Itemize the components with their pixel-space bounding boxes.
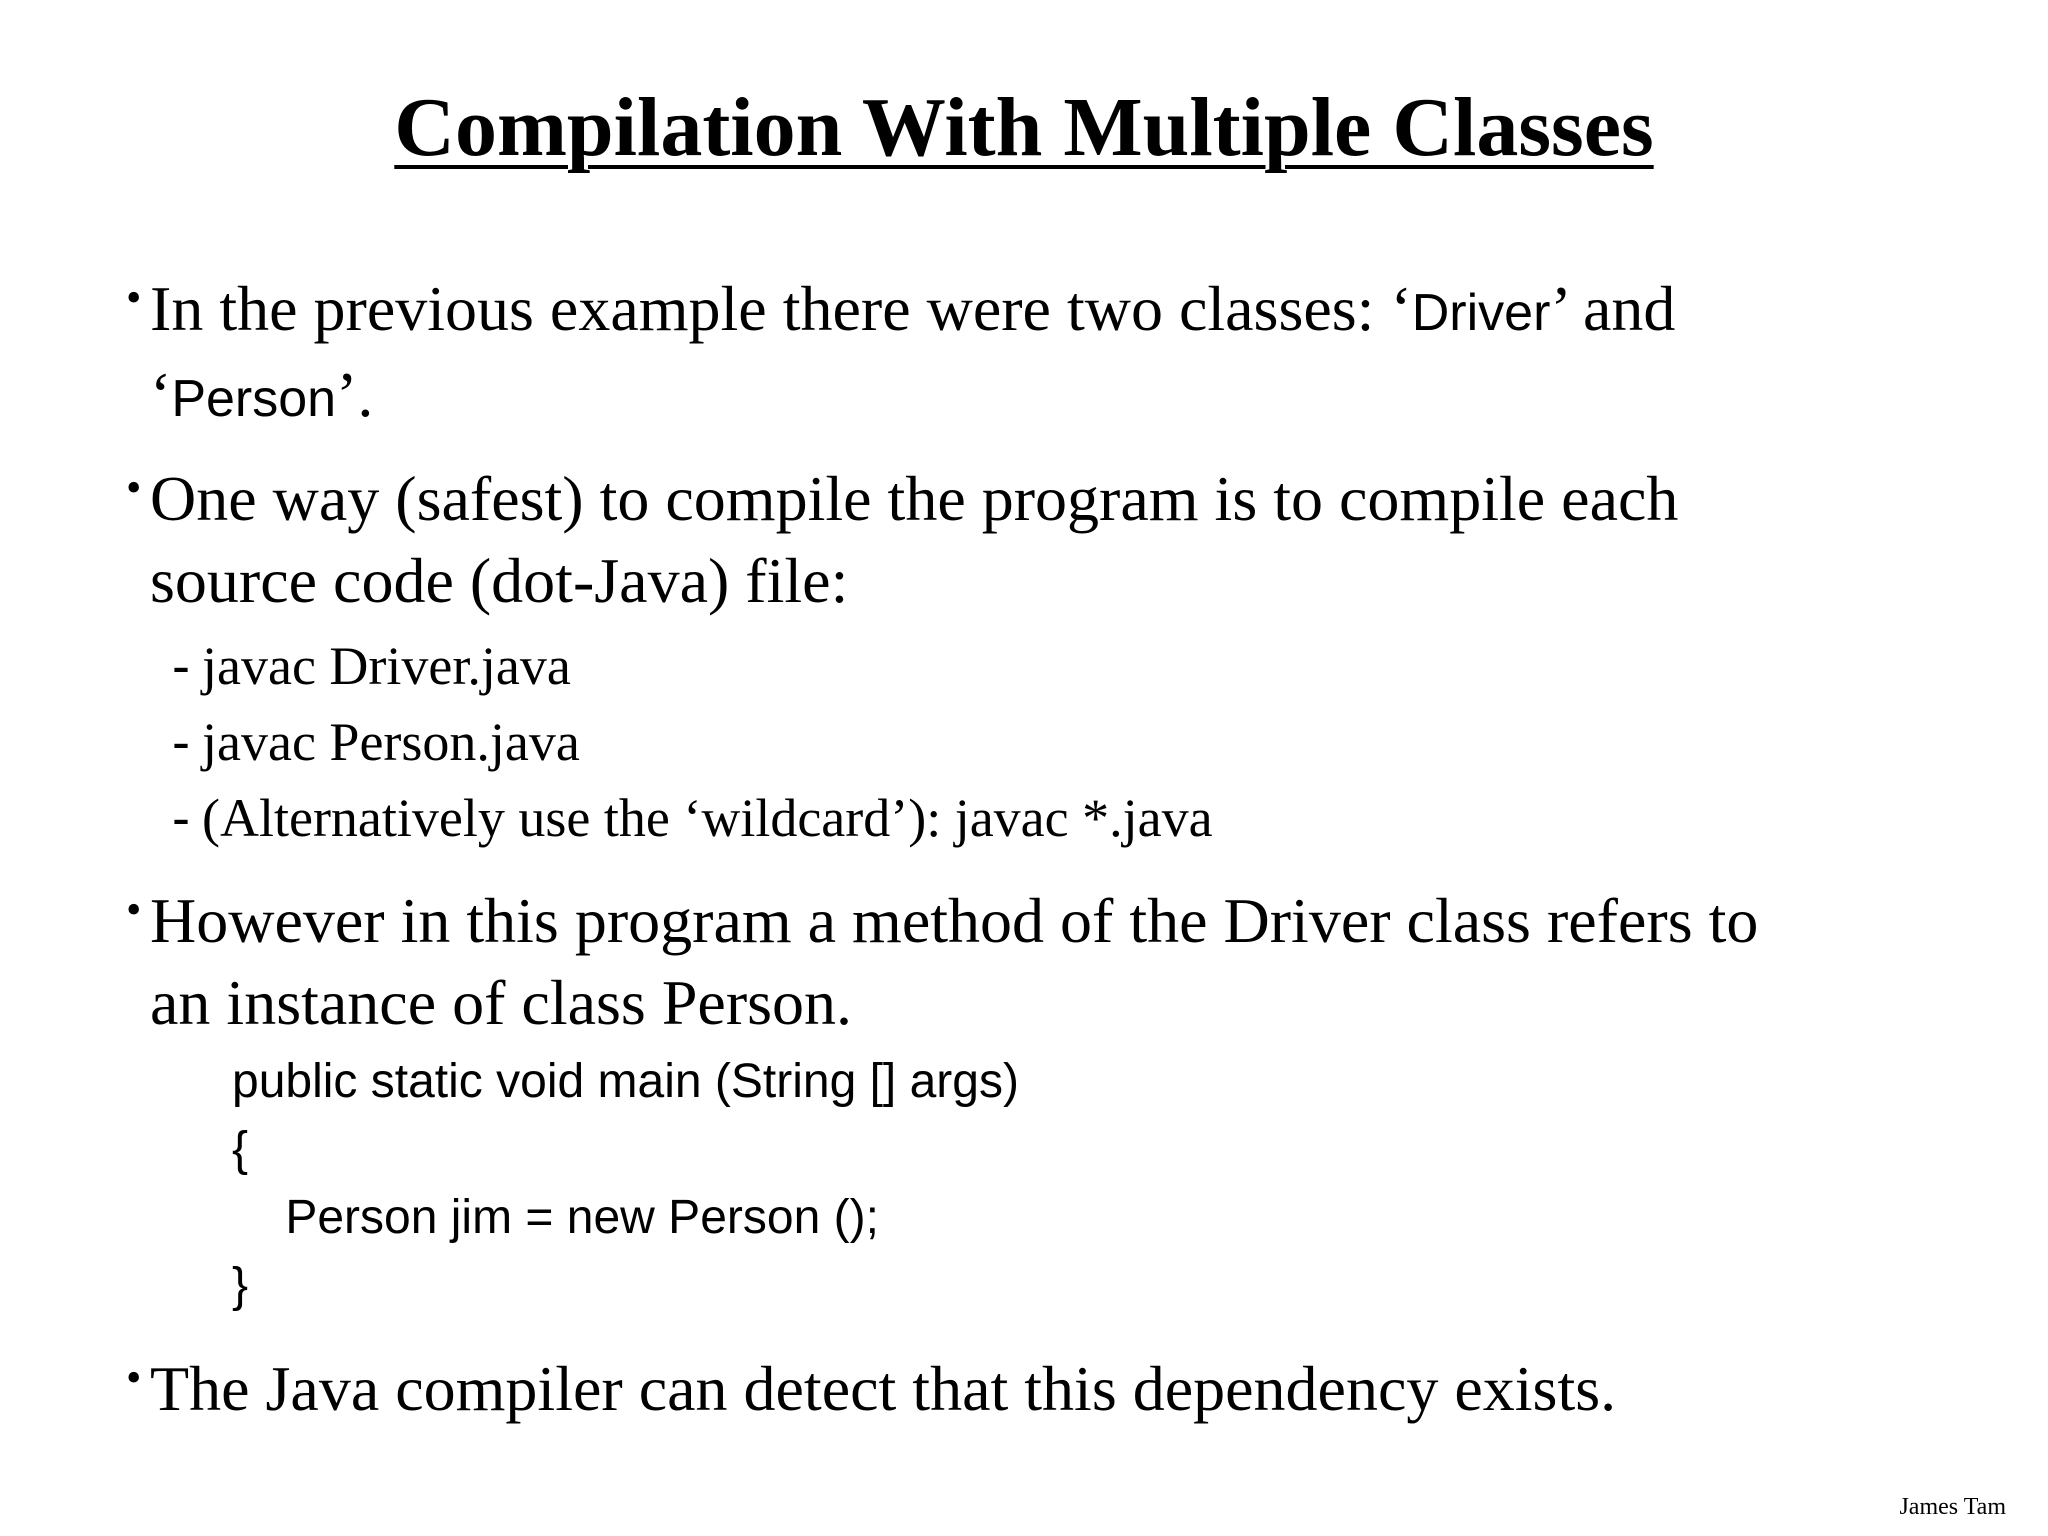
sub-item: - (Alternatively use the ‘wildcard’): javac *.java xyxy=(172,780,1213,856)
slide-title xyxy=(0,78,2048,178)
bullet-item xyxy=(126,880,1926,1044)
bullet-icon: • xyxy=(126,273,142,322)
dash-icon: - xyxy=(172,788,190,848)
slide-title-text: Compilation With Multiple Classes xyxy=(394,81,1654,174)
code-line: } xyxy=(232,1259,249,1312)
bullet-item xyxy=(126,1348,1926,1430)
bullet-item xyxy=(126,458,1926,622)
bullet-line: However in this program a method of the Driver class refers to xyxy=(150,885,1759,956)
code-line: { xyxy=(232,1123,249,1176)
dash-icon: - xyxy=(172,636,190,696)
bullet-icon: • xyxy=(126,1353,142,1402)
bullet-line: One way (safest) to compile the program is to compile each xyxy=(150,463,1679,534)
bullet-line: ‘Person’. xyxy=(150,359,374,430)
dash-icon: - xyxy=(172,712,190,772)
bullet-line: source code (dot-Java) file: xyxy=(150,545,849,616)
bullet-item xyxy=(126,268,1926,440)
code-line: public static void main (String [] args) xyxy=(232,1055,1019,1108)
bullet-line: In the previous example there were two classes: ‘Driver’ and xyxy=(150,273,1676,344)
code-word: Person xyxy=(171,370,337,428)
code-word: Driver xyxy=(1411,284,1551,342)
bullet-line: an instance of class Person. xyxy=(150,967,853,1038)
code-line: Person jim = new Person (); xyxy=(232,1191,879,1244)
sub-item: - javac Driver.java xyxy=(172,628,571,704)
bullet-line: The Java compiler can detect that this dependency exists. xyxy=(150,1353,1617,1424)
author-footer: James Tam xyxy=(1899,1494,2006,1520)
bullet-icon: • xyxy=(126,463,142,512)
sub-item: - javac Person.java xyxy=(172,704,580,780)
bullet-icon: • xyxy=(126,885,142,934)
